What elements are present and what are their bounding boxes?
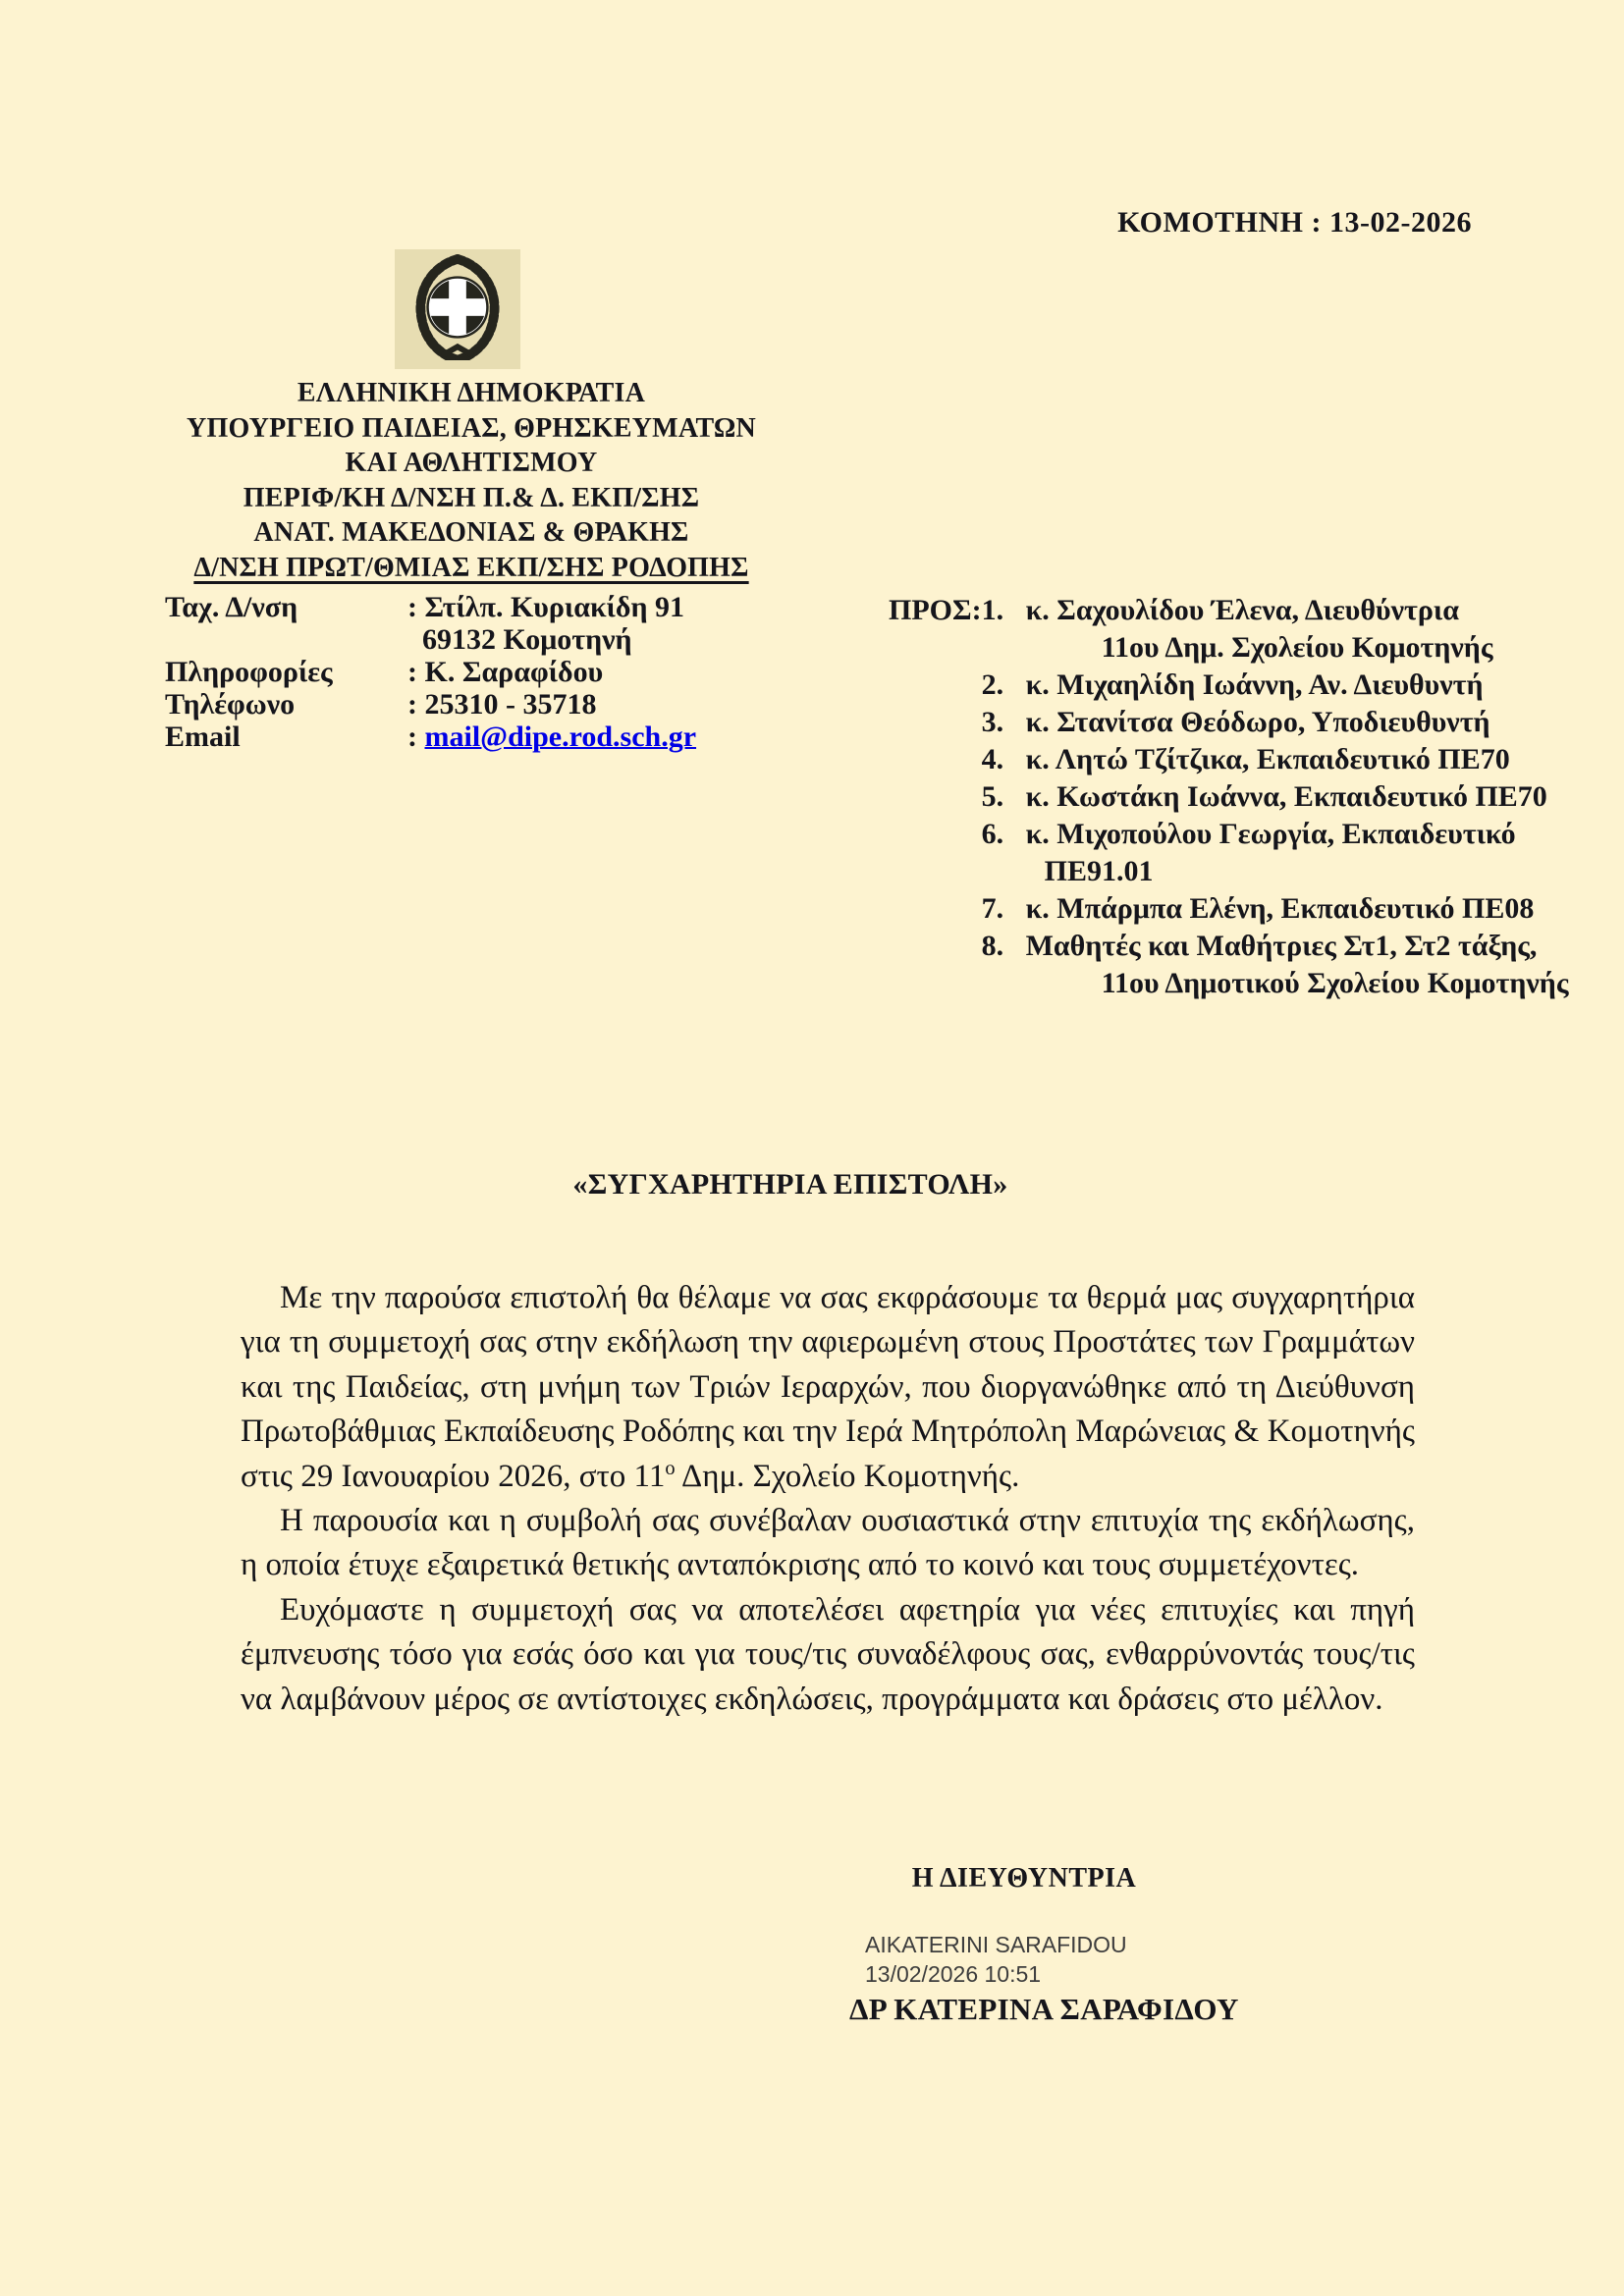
recipient-text: κ. Λητώ Τζίτζικα, Εκπαιδευτικό ΠΕ70 xyxy=(1025,743,1510,775)
recipient-text: Μαθητές και Μαθήτριες Στ1, Στ2 τάξης, xyxy=(1025,930,1538,962)
recipients-label: ΠΡΟΣ: xyxy=(889,594,982,626)
ministry-header xyxy=(128,376,815,585)
letter-paragraph-3: Ευχόμαστε η συμμετοχή σας να αποτελέσει αφετηρία για νέες επιτυχίες και πηγή έμπνευσης τόσο για εσάς όσο και για τους/τις συναδέλφους σας, ενθαρρύνοντάς τους/τις να λαμβάνουν μέρος σε αντίστοιχες εκδηλώσεις, προγράμματα και δράσεις στο μέλλον. xyxy=(241,1591,1415,1717)
paragraph-text: Με την παρούσα επιστολή θα θέλαμε να σας εκφράσουμε τα θερμά μας συγχαρητήρια για τη συμμετοχή σας στην εκδήλωση την αφιερωμένη στους Προστάτες των Γραμμάτων και της Παιδείας, στη μνήμη των Τριών Ιεραρχών, που διοργανώθηκε από τη Διεύθυνση Πρωτοβάθμιας Εκπαίδευσης Ροδόπης και την Ιερά Μητρόπολη Μαρώνειας & Κομοτηνής στις 29 Ιανουαρίου 2026, στο 11 xyxy=(241,1280,1415,1494)
signature-name: ΔΡ ΚΑΤΕΡΙΝΑ ΣΑΡΑΦΙΔΟΥ xyxy=(849,1992,1239,2026)
emblem-box xyxy=(395,249,520,369)
recipient-text: κ. Σαχουλίδου Έλενα, Διευθύντρια xyxy=(1025,594,1459,626)
recipient-number: 8. xyxy=(981,930,1004,962)
contact-value xyxy=(407,721,813,753)
recipient-item xyxy=(982,890,1569,928)
recipient-item xyxy=(982,704,1569,741)
recipient-text: κ. Στανίτσα Θεόδωρο, Υποδιευθυντή xyxy=(1025,706,1490,738)
letter-title: «ΣΥΓΧΑΡΗΤΗΡΙΑ ΕΠΙΣΤΟΛΗ» xyxy=(572,1168,1008,1201)
recipient-number: 5. xyxy=(981,780,1004,813)
contact-row-email xyxy=(165,721,813,753)
contact-label: Πληροφορίες xyxy=(165,656,333,688)
org-line: ΚΑΙ ΑΘΛΗΤΙΣΜΟΥ xyxy=(345,448,598,478)
paragraph-text: Δημ. Σχολείο Κομοτηνής. xyxy=(675,1458,1020,1494)
letter-paragraph-2: Η παρουσία και η συμβολή σας συνέβαλαν ουσιαστικά στην επιτυχία της εκδήλωσης, η οποία έτυχε εξαιρετικά θετικής ανταπόκρισης από το κοινό και τους συμμετέχοντες. xyxy=(241,1503,1415,1583)
recipient-text-wrap: ΠΕ91.01 xyxy=(1044,855,1154,887)
recipient-item xyxy=(982,778,1569,816)
org-line: ΠΕΡΙΦ/ΚΗ Δ/ΝΣΗ Π.& Δ. ΕΚΠ/ΣΗΣ xyxy=(243,482,700,513)
recipient-text: κ. Μιχοπούλου Γεωργία, Εκπαιδευτικό xyxy=(1025,818,1516,850)
letter-paragraph-1 xyxy=(241,1276,1415,1499)
recipient-item xyxy=(982,741,1569,778)
contact-label: Τηλέφωνο xyxy=(165,688,296,721)
contact-row-address-2 xyxy=(165,623,813,656)
recipient-number: 7. xyxy=(981,892,1004,925)
contact-row-phone xyxy=(165,688,813,721)
recipient-text-wrap: 11ου Δημοτικού Σχολείου Κομοτηνής xyxy=(1101,967,1569,999)
recipient-number: 3. xyxy=(981,706,1004,738)
recipient-number: 2. xyxy=(981,668,1004,701)
org-line: ΑΝΑΤ. ΜΑΚΕΔΟΝΙΑΣ & ΘΡΑΚΗΣ xyxy=(253,517,689,548)
recipient-number: 6. xyxy=(981,818,1004,850)
recipient-item xyxy=(982,816,1569,890)
signature-block xyxy=(849,1863,1239,2027)
recipient-item xyxy=(982,592,1569,667)
org-line: ΥΠΟΥΡΓΕΙΟ ΠΑΙΔΕΙΑΣ, ΘΡΗΣΚΕΥΜΑΤΩΝ xyxy=(187,412,756,444)
recipient-text: κ. Μπάρμπα Ελένη, Εκπαιδευτικό ΠΕ08 xyxy=(1025,892,1535,925)
recipient-number: 1. xyxy=(981,594,1004,626)
contact-value: 69132 Κομοτηνή xyxy=(422,623,632,656)
email-colon: : xyxy=(407,721,425,753)
letter-body xyxy=(241,1276,1415,1722)
org-line-directorate: Δ/ΝΣΗ ΠΡΩΤ/ΘΜΙΑΣ ΕΚΠ/ΣΗΣ ΡΟΔΟΠΗΣ xyxy=(193,552,749,583)
recipient-number: 4. xyxy=(981,743,1004,775)
recipients-block xyxy=(889,592,1568,1002)
org-line: ΕΛΛΗΝΙΚΗ ΔΗΜΟΚΡΑΤΙΑ xyxy=(297,378,646,408)
digital-signature-name: AIKATERINI SARAFIDOU xyxy=(865,1932,1127,1957)
greek-coat-of-arms-icon xyxy=(408,254,507,365)
recipient-item xyxy=(982,928,1569,1002)
contact-row-address xyxy=(165,591,813,623)
digital-signature-timestamp: 13/02/2026 10:51 xyxy=(865,1961,1042,1987)
contact-block xyxy=(165,591,813,753)
date-line: ΚΟΜΟΤΗΝΗ : 13-02-2026 xyxy=(1117,206,1472,239)
recipient-item xyxy=(982,667,1569,704)
recipients-list xyxy=(982,592,1569,1002)
contact-label: Email xyxy=(165,721,241,753)
contact-value: : Κ. Σαραφίδου xyxy=(407,656,604,688)
contact-label xyxy=(165,623,407,656)
recipient-text-wrap: 11ου Δημ. Σχολείου Κομοτηνής xyxy=(1101,631,1493,664)
recipient-text: κ. Μιχαηλίδη Ιωάννη, Αν. Διευθυντή xyxy=(1025,668,1484,701)
signature-role: Η ΔΙΕΥΘΥΝΤΡΙΑ xyxy=(911,1863,1137,1894)
email-link[interactable]: mail@dipe.rod.sch.gr xyxy=(424,721,697,753)
recipient-text: κ. Κωστάκη Ιωάννα, Εκπαιδευτικό ΠΕ70 xyxy=(1025,780,1547,813)
contact-value: : 25310 - 35718 xyxy=(407,688,597,721)
contact-row-info xyxy=(165,656,813,688)
ordinal-superscript: ο xyxy=(665,1457,676,1479)
digital-signature-stamp xyxy=(865,1930,1199,1989)
contact-value: : Στίλπ. Κυριακίδη 91 xyxy=(407,591,685,623)
contact-label: Ταχ. Δ/νση xyxy=(165,591,298,623)
